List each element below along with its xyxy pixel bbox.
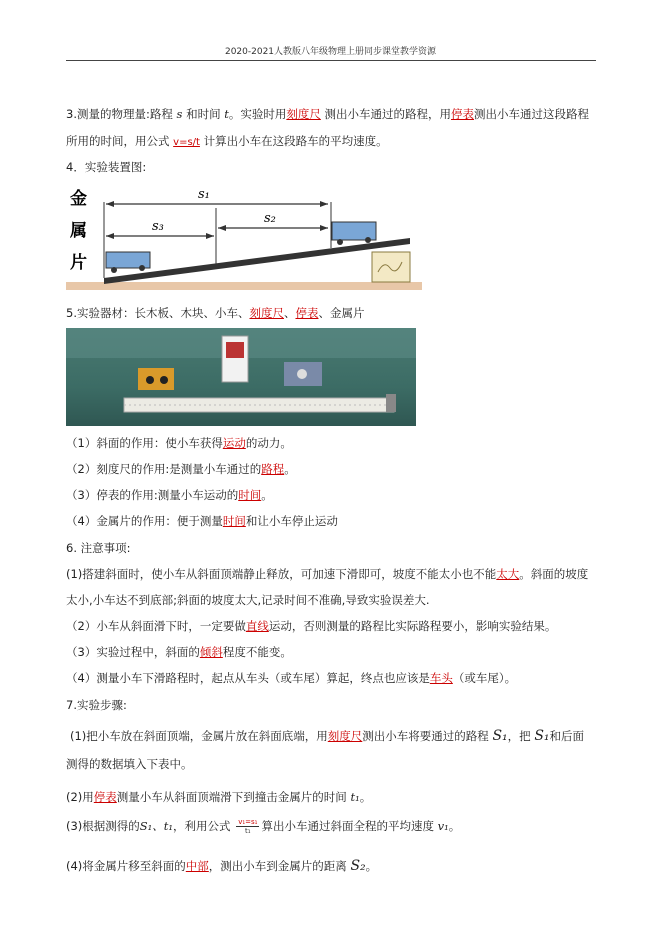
wheel xyxy=(337,239,343,245)
text: 和后面 xyxy=(549,729,585,743)
var-S1: S₁ xyxy=(492,728,508,744)
text: 测出小车通过这段路程 xyxy=(474,107,590,121)
page-header: 2020-2021人教版八年级物理上册同步课堂教学资源 xyxy=(224,47,437,57)
text: (4)将金属片移至斜面的 xyxy=(66,859,186,873)
text: 程度不能变。 xyxy=(222,645,292,659)
text: （1）斜面的作用：使小车获得 xyxy=(66,436,223,450)
var-v1: v₁ xyxy=(437,819,449,833)
metal-plate xyxy=(386,394,396,412)
var-s: s xyxy=(176,107,183,121)
note-2 xyxy=(66,619,556,633)
text: 测出小车将要通过的路程 xyxy=(362,729,489,743)
answer: 直线 xyxy=(245,619,269,633)
header-divider xyxy=(66,60,596,61)
note-4 xyxy=(66,671,516,685)
cart-top xyxy=(332,222,376,240)
metal-label-3: 片 xyxy=(70,253,87,273)
section-6-title: 6. 注意事项: xyxy=(66,541,131,555)
text: (2)用 xyxy=(66,790,94,804)
vars-s1-t1: S₁、t₁ xyxy=(139,819,174,833)
step-1-line1 xyxy=(70,729,584,743)
fraction-numerator: v₁=s₁ xyxy=(238,818,258,826)
text: 所用的时间，用公式 xyxy=(66,134,170,148)
text: 。 xyxy=(261,488,273,502)
note-1-line2: 太小,小车达不到底部;斜面的坡度太大,记录时间不准确,导致实验误差大. xyxy=(66,593,430,607)
text: 测出小车通过的路程，用 xyxy=(324,107,452,121)
text: (3)根据测得的 xyxy=(66,819,140,833)
role-3 xyxy=(66,488,273,502)
section-7-title: 7.实验步骤: xyxy=(66,698,127,712)
text: （3）停表的作用:测量小车运动的 xyxy=(66,488,239,502)
answer: 时间 xyxy=(238,488,262,502)
text: （4）测量小车下滑路程时，起点从车头（或车尾）算起，终点也应该是 xyxy=(66,671,430,685)
text: ，测出小车到金属片的距离 xyxy=(208,859,347,873)
text: （4）金属片的作用：便于测量 xyxy=(66,514,223,528)
formula-fraction xyxy=(236,818,259,835)
wheel xyxy=(365,237,371,243)
text: 计算出小车在这段路车的平均速度。 xyxy=(203,134,388,148)
answer: 倾斜 xyxy=(199,645,223,659)
text: ，利用公式 xyxy=(173,819,231,833)
label-s1: s₁ xyxy=(198,187,210,202)
answer: 停表 xyxy=(93,790,117,804)
role-4 xyxy=(66,514,338,528)
text: 和时间 xyxy=(186,107,221,121)
text: (1)把小车放在斜面顶端，金属片放在斜面底端，用 xyxy=(70,729,328,743)
answer-ruler: 刻度尺 xyxy=(249,306,284,320)
answer: 中部 xyxy=(185,859,209,873)
para-4: 4．实验装置图: xyxy=(66,160,147,174)
text: 测量小车从斜面顶端滑下到撞击金属片的时间 xyxy=(116,790,347,804)
apparatus-diagram xyxy=(66,182,426,290)
wood-block xyxy=(138,368,174,390)
table-surface xyxy=(66,282,422,290)
text: （2）小车从斜面滑下时，一定要做 xyxy=(66,619,246,633)
var-S2: S₂ xyxy=(350,858,366,874)
text: 运动，否则测量的路程比实际路程要小，影响实验结果。 xyxy=(268,619,557,633)
metal-label-1: 金 xyxy=(70,189,87,209)
step-4 xyxy=(66,859,377,873)
wood-block xyxy=(372,252,410,282)
answer: 路程 xyxy=(261,462,285,476)
step-2 xyxy=(66,790,371,804)
fraction-denominator: t₁ xyxy=(245,827,251,835)
para-3-line2 xyxy=(66,134,388,150)
text: 、 xyxy=(283,306,296,320)
label-s3: s₃ xyxy=(152,219,164,234)
text: 。 xyxy=(284,462,296,476)
para-3-line1 xyxy=(66,107,589,121)
text: (1)搭建斜面时，使小车从斜面顶端静止释放，可加速下滑即可，坡度不能太小也不能 xyxy=(66,567,497,581)
var-S1: S₁ xyxy=(534,728,550,744)
metal-label-2: 属 xyxy=(70,221,87,241)
text: 3.测量的物理量:路程 xyxy=(66,107,173,121)
answer-formula: v=s/t xyxy=(173,137,200,148)
wheel xyxy=(111,267,117,273)
role-2 xyxy=(66,462,296,476)
text: 、金属片 xyxy=(318,306,365,320)
var-t1: t₁ xyxy=(350,790,360,804)
note-3 xyxy=(66,645,292,659)
answer-ruler: 刻度尺 xyxy=(286,107,321,121)
para-5 xyxy=(66,306,364,320)
text: 和让小车停止运动 xyxy=(245,514,338,528)
text: ，把 xyxy=(507,729,531,743)
answer: 时间 xyxy=(222,514,246,528)
text: （或车尾）。 xyxy=(452,671,517,685)
answer: 车头 xyxy=(429,671,453,685)
text: 的动力。 xyxy=(245,436,292,450)
var-t: t xyxy=(224,107,229,121)
text: 。 xyxy=(448,819,461,833)
wheel xyxy=(139,265,145,271)
answer: 太大 xyxy=(496,567,520,581)
label-s2: s₂ xyxy=(264,211,276,226)
text: 。 xyxy=(365,859,378,873)
text: 算出小车通过斜面全程的平均速度 xyxy=(261,819,434,833)
role-1 xyxy=(66,436,292,450)
step-3 xyxy=(66,818,460,835)
answer-watch: 停表 xyxy=(295,306,319,320)
answer: 运动 xyxy=(222,436,246,450)
answer: 刻度尺 xyxy=(327,729,363,743)
text: 5.实验器材：长木板、木块、小车、 xyxy=(66,306,250,320)
text: （3）实验过程中，斜面的 xyxy=(66,645,200,659)
note-1-line1 xyxy=(66,567,588,581)
step-1-line2: 测得的数据填入下表中。 xyxy=(66,757,193,771)
answer-watch: 停表 xyxy=(451,107,475,121)
text: （2）刻度尺的作用:是测量小车通过的 xyxy=(66,462,262,476)
text: 。实验时用 xyxy=(228,107,287,121)
apparatus-photo xyxy=(66,328,416,426)
text: 。 xyxy=(359,790,372,804)
text: 。斜面的坡度 xyxy=(519,567,589,581)
